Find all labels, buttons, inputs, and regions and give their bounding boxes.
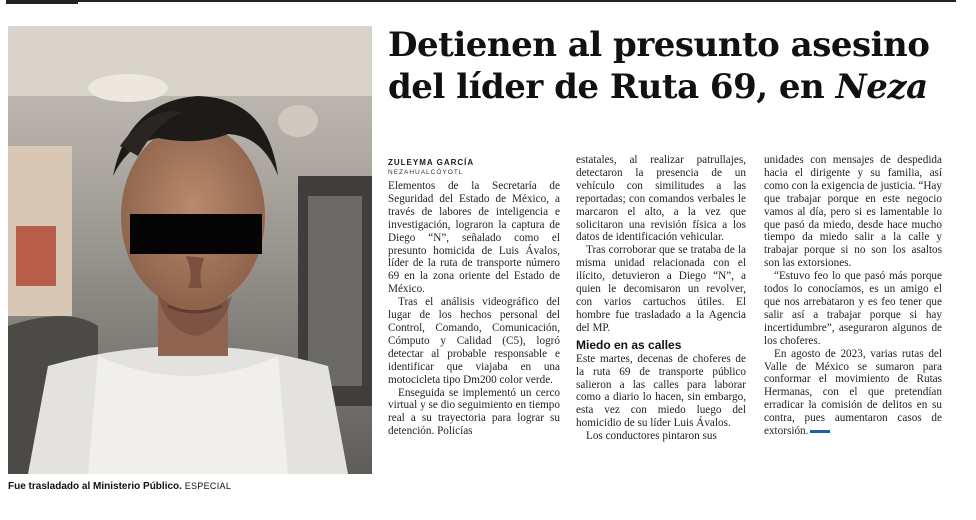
article-photo (8, 26, 372, 474)
section-accent-bar (6, 0, 78, 4)
article-column-2 (576, 154, 746, 443)
paragraph: Tras el análisis videográfico del lugar de los hechos personal del Control, Comando, Comunicación, Cómputo y Calidad (C5), logró detectar al probable responsable e identificar que viajaba en una motocicleta tipo Dm200 color verde. (388, 296, 560, 386)
paragraph (764, 348, 942, 438)
paragraph: “Estuvo feo lo que pasó más porque todos lo conocíamos, es un amigo el que nos arrebataron y es feo tener que salir así a trabajar porque si hay incertidumbre”, aseguraron algunos de los choferes. (764, 270, 942, 347)
headline-line-1: Detienen al presunto asesino (388, 25, 930, 65)
article-column-1 (388, 180, 560, 438)
section-subheading: Miedo en as calles (576, 337, 682, 352)
article-column-3 (764, 154, 942, 438)
paragraph: Este martes, decenas de choferes de la ruta 69 de transporte público salieron a las calles para laborar como a diario lo hacen, sin embargo, esta vez con miedo luego del homicidio de su líder Luis Ávalos. (576, 352, 746, 430)
paragraph: Enseguida se implementó un cerco virtual y se dio seguimiento en tiempo real a su trayectoria para lograr su detención. Policías (388, 386, 560, 438)
headline-line-2: del líder de Ruta 69, en (388, 67, 836, 107)
byline-author: ZULEYMA GARCÍA (388, 158, 475, 167)
paragraph: Elementos de la Secretaría de Seguridad del Estado de México, a través de labores de inteligencia e investigación, lograron la captura de Diego “N”, señalado como el presunto homicida de Luis Ávalos, líder de la ruta de transporte número 69 en la zona oriente del Estado de México. (388, 180, 560, 296)
photo-caption (8, 480, 388, 493)
top-rule (6, 0, 956, 2)
article-headline (388, 24, 948, 108)
photo-illustration (8, 26, 372, 474)
paragraph-final-text: En agosto de 2023, varias rutas del Valle de México se sumaron para conformar el movimiento de Rutas Hermanas, con el que pretendían erradicar la comisión de delitos en su contra, pues aumentaron casos de extorsión. (764, 347, 942, 438)
headline-italic-place: Neza (835, 67, 928, 107)
paragraph: Los conductores pintaron sus (586, 430, 717, 443)
paragraph: estatales, al realizar patrullajes, detectaron la presencia de un vehículo con similitudes a las reportadas; con comandos verbales le marcaron el alto, a la vez que solicitaron una revisión física a los datos de identificación vehicular. (576, 154, 746, 244)
paragraph: unidades con mensajes de despedida hacia el dirigente y su familia, así como con la exigencia de justicia. “Hay que trabajar porque en este negocio vamos al día, pero si es lamentable lo que pasó da miedo, desde hace mucho tiempo da miedo salir a la calle y trabajar porque si no son los asaltos son las extorsiones. (764, 154, 942, 270)
byline-location: NEZAHUALCÓYOTL (388, 169, 464, 176)
paragraph: Tras corroborar que se trataba de la misma unidad relacionada con el ilícito, detuvieron a Diego “N”, a quien le decomisaron un revolver, con varios cartuchos útiles. El hombre fue trasladado a la Agencia del MP. (576, 244, 746, 334)
caption-text: Fue trasladado al Ministerio Público. (8, 481, 182, 492)
photo-credit: ESPECIAL (184, 481, 232, 491)
byline (388, 158, 568, 177)
end-of-article-mark (810, 430, 830, 433)
